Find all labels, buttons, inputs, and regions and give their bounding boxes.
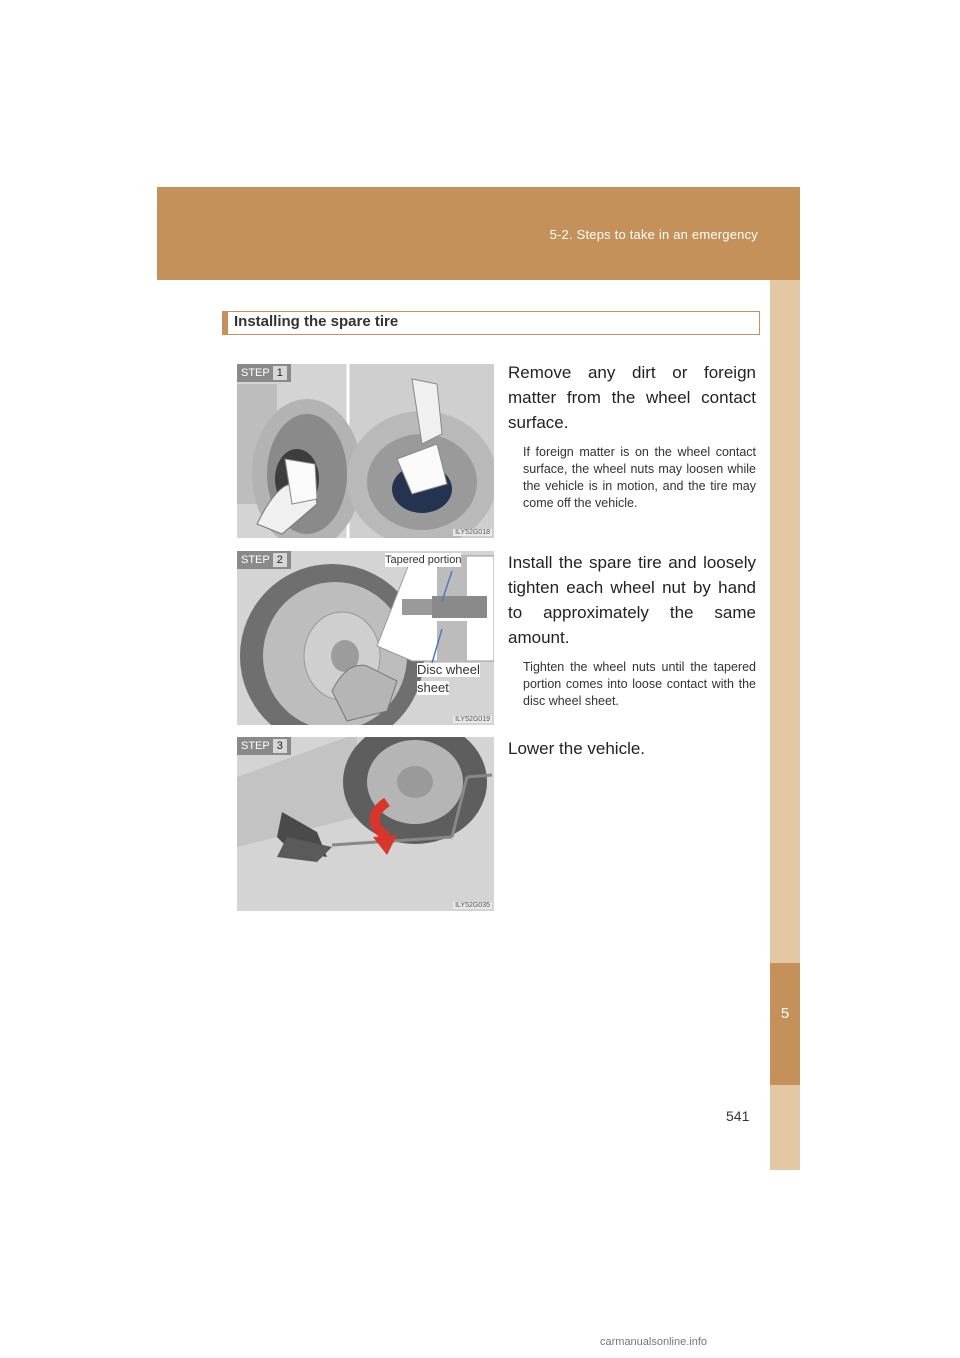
step-2-note-text: Tighten the wheel nuts until the tapered portion comes into loose contact with the disc wheel sheet. [523, 660, 756, 708]
step-2-image [237, 551, 494, 725]
step-3-badge: STEP 3 [237, 737, 291, 755]
step-1-note-text: If foreign matter is on the wheel contact surface, the wheel nuts may loosen while the vehicle is in motion, and the tire may come off the vehicle. [523, 445, 756, 510]
page-number: 541 [726, 1108, 750, 1124]
step-3-main-text: Lower the vehicle. [508, 739, 646, 758]
header-band [157, 187, 800, 280]
chapter-label: When trouble arises [774, 1179, 789, 1295]
step-1-image [237, 364, 494, 538]
spare-tire-wheel-nut-illustration [237, 551, 494, 725]
subheading-text: Installing the spare tire [234, 313, 399, 330]
step-1-image-code: ILY52G018 [455, 529, 490, 536]
step-1-badge: STEP 1 [237, 364, 291, 382]
step-3-image [237, 737, 494, 911]
jack-lowering-illustration [237, 737, 494, 911]
step-2-text [508, 550, 756, 710]
step-2-badge: STEP 2 [237, 551, 291, 569]
cleaning-wheel-hub-illustration [237, 364, 494, 538]
chapter-number: 5 [780, 1005, 790, 1022]
step-1-text [508, 360, 756, 512]
chapter-tab[interactable] [770, 963, 800, 1085]
step-1-main-text: Remove any dirt or foreign matter from the wheel contact surface. [508, 363, 756, 432]
step-2-main-text: Install the spare tire and loosely tighten each wheel nut by hand to approximately the same amount. [508, 553, 756, 647]
subheading-bar [222, 311, 760, 335]
disc-wheel-sheet-label-line2: sheet [417, 680, 449, 695]
watermark[interactable]: carmanualsonline.info [600, 1336, 708, 1348]
step-3-text [508, 736, 756, 761]
chapter-side-strip [770, 280, 800, 1295]
step-3-image-code: ILY52G035 [455, 902, 490, 909]
tapered-portion-label: Tapered portion [385, 554, 462, 566]
step-2-image-code: ILY52G019 [455, 716, 490, 723]
section-title: 5-2. Steps to take in an emergency [549, 227, 758, 242]
disc-wheel-sheet-label-line1: Disc wheel [417, 662, 480, 677]
